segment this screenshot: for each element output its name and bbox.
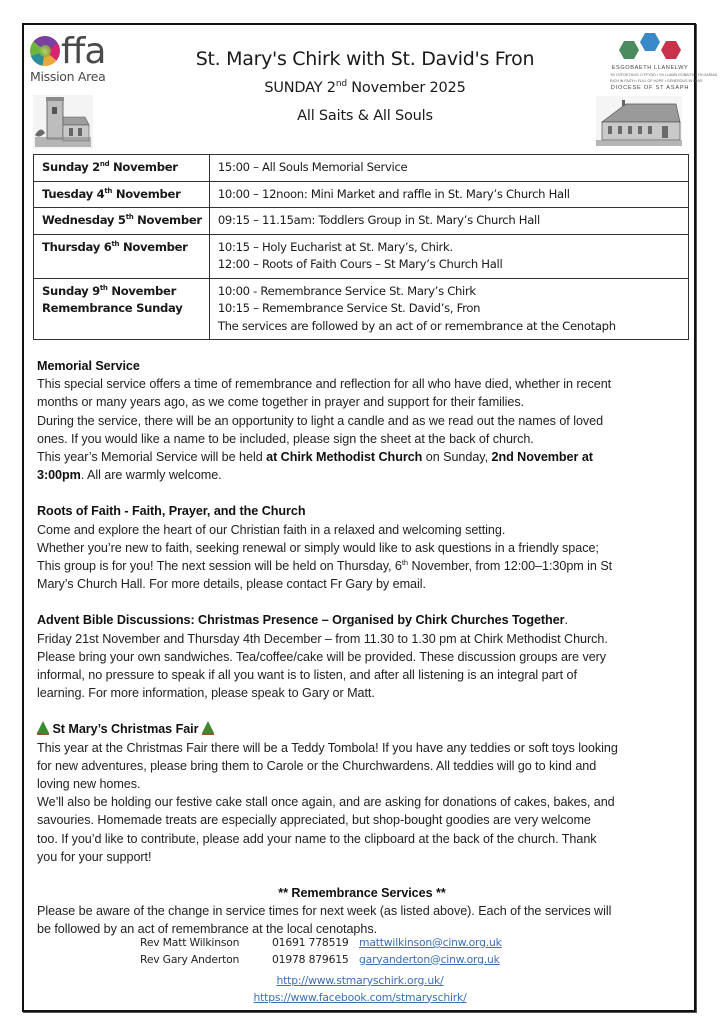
- roots-line: Come and explore the heart of our Christian faith in a relaxed and welcoming setting.: [37, 522, 506, 537]
- occasion-subtitle: All Saits & All Souls: [297, 108, 433, 124]
- month-text: November: [119, 239, 188, 254]
- memorial-text: . All are warmly welcome.: [80, 468, 222, 483]
- christmas-tree-icon: [202, 721, 214, 735]
- hexagon-green-icon: [619, 40, 639, 60]
- fair-line: for new adventures, please bring them to Carole or the Churchwardens. All teddies will go to kind and: [37, 758, 597, 773]
- advent-bible-section: [37, 611, 697, 702]
- schedule-day: [34, 181, 210, 208]
- offa-mission-area-logo: [30, 32, 120, 84]
- fair-heading-text: St Mary’s Christmas Fair: [52, 722, 199, 737]
- day-ordinal: nd: [99, 160, 110, 168]
- schedule-events: [209, 155, 688, 182]
- memorial-line: months or many years ago, as we come together in prayer and support for their families.: [37, 395, 525, 410]
- contact-row: [140, 952, 502, 969]
- memorial-time: 3:00pm: [37, 468, 81, 483]
- hexagon-red-icon: [661, 40, 681, 60]
- schedule-day-label: [42, 159, 202, 177]
- memorial-line: [37, 448, 697, 466]
- remembrance-line: be followed by an act of remembrance at the local cenotaphs.: [37, 922, 378, 937]
- fair-line: loving new homes.: [37, 777, 141, 792]
- schedule-events: [209, 208, 688, 235]
- fair-line: This year at the Christmas Fair there will be a Teddy Tombola! If you have any teddies or soft toys looking: [37, 740, 618, 755]
- roots-ordinal: th: [401, 558, 409, 568]
- diocese-english-name: DIOCESE OF ST ASAPH: [610, 85, 690, 91]
- hexagon-blue-icon: [640, 32, 660, 52]
- day-text: Tuesday 4: [42, 186, 105, 201]
- memorial-text: on Sunday,: [422, 450, 492, 465]
- contact-email-link[interactable]: garyanderton@cinw.org.uk: [359, 952, 500, 966]
- roots-of-faith-section: [37, 502, 697, 593]
- schedule-event: 10:15 – Holy Eucharist at St. Mary’s, Chirk.: [217, 239, 453, 254]
- advent-line: Friday 21st November and Thursday 4th December – from 11.30 to 1.30 pm at Chirk Methodist Church.: [37, 631, 608, 646]
- service-date: [130, 79, 600, 96]
- remembrance-heading: ** Remembrance Services **: [278, 886, 446, 901]
- schedule-row: [34, 155, 689, 182]
- fair-line: savouries. Homemade treats are especially appreciated, but shop-bought goodies are very welcome: [37, 813, 591, 828]
- roots-text: November, from 12:00–1:30pm in St: [408, 559, 613, 574]
- memorial-date: 2nd November at: [491, 450, 593, 465]
- day-text: Thursday 6: [42, 239, 112, 254]
- schedule-event: The services are followed by an act of or remembrance at the Cenotaph: [217, 318, 616, 333]
- schedule-events: [209, 234, 688, 278]
- memorial-heading: Memorial Service: [37, 359, 140, 373]
- mission-area-label: Mission Area: [30, 69, 106, 84]
- advent-heading: [37, 611, 697, 629]
- roots-line: Whether you’re new to faith, seeking renewal or simply would like to ask questions in a friendly space;: [37, 540, 599, 555]
- schedule-day-subtitle: Remembrance Sunday: [42, 301, 183, 315]
- day-ordinal: th: [125, 213, 134, 221]
- month-text: November: [133, 213, 202, 227]
- weekly-schedule-table: [33, 154, 689, 340]
- schedule-day: [34, 278, 210, 340]
- fair-line: too. If you’d like to contribute, please add your name to the clipboard at the back of the church. Thank: [37, 831, 597, 846]
- fair-line: you for your support!: [37, 849, 152, 864]
- schedule-day: [34, 155, 210, 182]
- fair-line: We’ll also be holding our festive cake stall once again, and are asking for donations of cakes, bakes, and: [37, 795, 615, 810]
- memorial-service-section: [37, 357, 697, 484]
- day-ordinal: th: [104, 186, 113, 195]
- month-text: November: [109, 160, 178, 174]
- clergy-contacts: [140, 935, 502, 968]
- advent-line: learning. For more information, please speak to Gary or Matt.: [37, 686, 375, 701]
- contact-name: Rev Gary Anderton: [140, 952, 240, 966]
- memorial-text: This year’s Memorial Service will be held: [37, 450, 267, 465]
- schedule-day: [34, 208, 210, 235]
- schedule-row: [34, 181, 689, 208]
- st-marys-church-sketch-icon: [33, 95, 93, 149]
- contact-phone: 01978 879615: [272, 952, 349, 966]
- memorial-line: During the service, there will be an opportunity to light a candle and as we read out the names of loved: [37, 413, 604, 428]
- schedule-day-label: [42, 283, 202, 301]
- christmas-fair-section: [37, 720, 697, 866]
- day-ordinal: th: [111, 239, 120, 248]
- month-text: November: [112, 186, 181, 201]
- facebook-link[interactable]: https://www.facebook.com/stmaryschirk/: [253, 990, 467, 1004]
- date-ordinal: nd: [335, 79, 347, 89]
- advent-heading-text: Advent Bible Discussions: Christmas Presence – Organised by Chirk Churches Together: [37, 613, 565, 628]
- schedule-event: 12:00 – Roots of Faith Cours – St Mary’s Church Hall: [217, 257, 503, 271]
- diocese-of-st-asaph-logo: [610, 32, 718, 91]
- schedule-events: [209, 181, 688, 208]
- offa-wordmark: ffa: [61, 31, 106, 72]
- schedule-row: [34, 278, 689, 340]
- schedule-event: 15:00 – All Souls Memorial Service: [217, 160, 408, 174]
- remembrance-line: Please be aware of the change in service times for next week (as listed above). Each of the services will: [37, 904, 612, 919]
- schedule-day: [34, 234, 210, 278]
- roots-line: [37, 557, 697, 575]
- month-text: November: [107, 283, 177, 298]
- schedule-day-label: [42, 212, 202, 230]
- day-text: Sunday 2: [42, 160, 100, 174]
- day-ordinal: th: [99, 283, 108, 292]
- website-link[interactable]: http://www.stmaryschirk.org.uk/: [276, 974, 444, 987]
- diocese-welsh-tagline: YN GYFOETHOG O FFYDD • YN LLAWN GOBAITH • YN GARIAD: [610, 73, 718, 77]
- schedule-event: 10:00 - Remembrance Service St. Mary’s Chirk: [217, 283, 476, 298]
- day-text: Wednesday 5: [42, 213, 126, 227]
- date-suffix: November 2025: [346, 80, 466, 96]
- diocese-welsh-name: ESGOBAETH LLANELWY: [611, 65, 689, 71]
- roots-line: Mary’s Church Hall. For more details, please contact Fr Gary by email.: [37, 577, 426, 592]
- memorial-line: [37, 466, 697, 484]
- christmas-tree-icon: [37, 721, 49, 735]
- schedule-day-label: [42, 186, 202, 204]
- memorial-venue: at Chirk Methodist Church: [266, 450, 423, 465]
- memorial-line: ones. If you would like a name to be included, please sign the sheet at the back of church.: [37, 431, 534, 446]
- contact-name: Rev Matt Wilkinson: [140, 936, 240, 949]
- notices-body: [37, 357, 697, 939]
- schedule-event: 09:15 – 11.15am: Toddlers Group in St. Mary’s Church Hall: [217, 213, 540, 227]
- schedule-events: [209, 278, 688, 340]
- contact-phone: 01691 778519: [272, 936, 349, 949]
- remembrance-services-section: [37, 884, 697, 939]
- fair-heading: [37, 720, 697, 738]
- advent-heading-period: .: [564, 613, 568, 628]
- schedule-row: [34, 234, 689, 278]
- date-prefix: SUNDAY 2: [264, 80, 336, 96]
- st-davids-church-sketch-icon: [596, 96, 682, 146]
- roots-text: This group is for you! The next session will be held on Thursday, 6: [37, 559, 402, 574]
- offa-globe-icon: [30, 36, 60, 66]
- page-title: St. Mary's Chirk with St. David's Fron: [195, 48, 535, 70]
- diocese-english-tagline: RICH IN FAITH • FULL OF HOPE • GENEROUS IN LOVE: [610, 79, 703, 83]
- web-links: [130, 973, 590, 1006]
- advent-line: informal, no pressure to speak if all you want is to listen, and after all listening is an integral part of: [37, 668, 577, 683]
- advent-line: Please bring your own sandwiches. Tea/coffee/cake will be provided. These discussion groups are very: [37, 649, 607, 664]
- contact-email-link[interactable]: mattwilkinson@cinw.org.uk: [359, 936, 502, 949]
- roots-heading: Roots of Faith - Faith, Prayer, and the Church: [37, 504, 306, 519]
- schedule-row: [34, 208, 689, 235]
- memorial-line: This special service offers a time of remembrance and reflection for all who have died, whether in recent: [37, 377, 612, 392]
- schedule-event: 10:00 – 12noon: Mini Market and raffle in St. Mary’s Church Hall: [217, 186, 570, 201]
- contact-row: [140, 935, 502, 952]
- schedule-event: 10:15 – Remembrance Service St. David’s, Fron: [217, 301, 481, 315]
- schedule-day-label: [42, 239, 202, 257]
- day-text: Sunday 9: [42, 283, 100, 298]
